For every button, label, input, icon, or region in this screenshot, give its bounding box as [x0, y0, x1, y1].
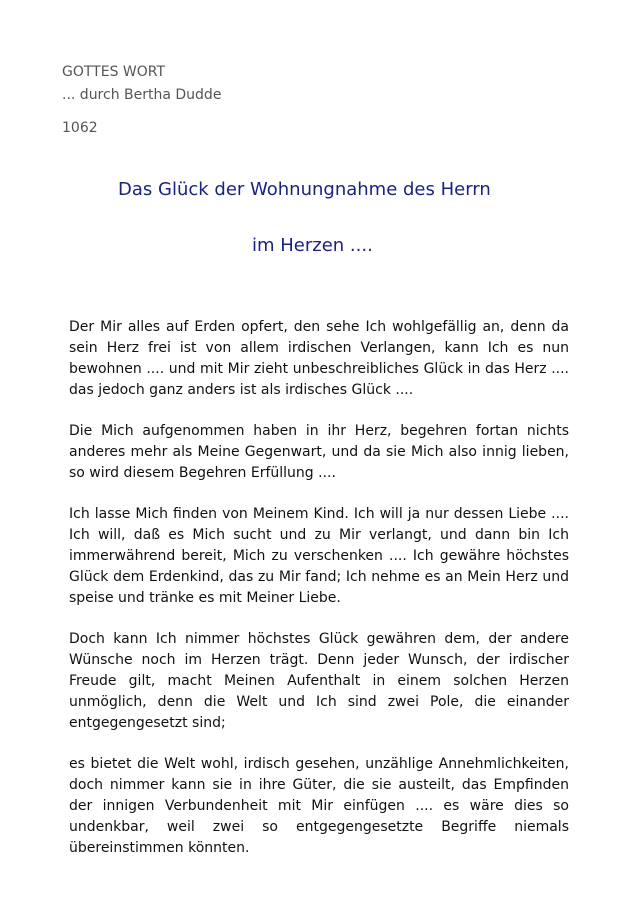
- title-line-2: im Herzen ....: [252, 235, 373, 256]
- title-line-1: Das Glück der Wohnungnahme des Herrn: [118, 179, 491, 200]
- source-label: GOTTES WORT: [62, 64, 166, 80]
- paragraph-5: es bietet die Welt wohl, irdisch gesehen, unzählige Annehmlichkeiten, doch nimmer kann sie in ihre Güter, die sie austeilt, das Empfinden der innigen Verbundenheit mit Mir einfügen .... es wäre dies so undenkbar, weil zwei so entgegengesetzte Begriffe niemals übereinstimmen könnten.: [69, 756, 569, 856]
- author-label: ... durch Bertha Dudde: [62, 87, 222, 103]
- paragraph-1: Der Mir alles auf Erden opfert, den sehe Ich wohlgefällig an, denn da sein Herz frei ist von allem irdischen Verlangen, kann Ich es nun bewohnen .... und mit Mir zieht unbeschreibliches Glück in das Herz .... das jedoch ganz anders ist als irdisches Glück ....: [69, 319, 569, 398]
- paragraph-2: Die Mich aufgenommen haben in ihr Herz, begehren fortan nichts anderes mehr als Meine Gegenwart, und da sie Mich also innig lieben, so wird diesem Begehren Erfüllung ....: [69, 423, 569, 481]
- document-number: 1062: [62, 120, 98, 136]
- body-text: [69, 317, 569, 879]
- paragraph-4: Doch kann Ich nimmer höchstes Glück gewähren dem, der andere Wünsche noch im Herzen trägt. Denn jeder Wunsch, der irdischer Freude gilt, macht Meinen Aufenthalt in einem solchen Herzen unmöglich, denn die Welt und Ich sind zwei Pole, die einander entgegengesetzt sind;: [69, 631, 569, 731]
- paragraph-3: Ich lasse Mich finden von Meinem Kind. Ich will ja nur dessen Liebe .... Ich will, daß es Mich sucht und zu Mir verlangt, und dann bin Ich immerwährend bereit, Mich zu verschenken .... Ich gewähre höchstes Glück dem Erdenkind, das zu Mir fand; Ich nehme es an Mein Herz und speise und tränke es mit Meiner Liebe.: [69, 506, 569, 606]
